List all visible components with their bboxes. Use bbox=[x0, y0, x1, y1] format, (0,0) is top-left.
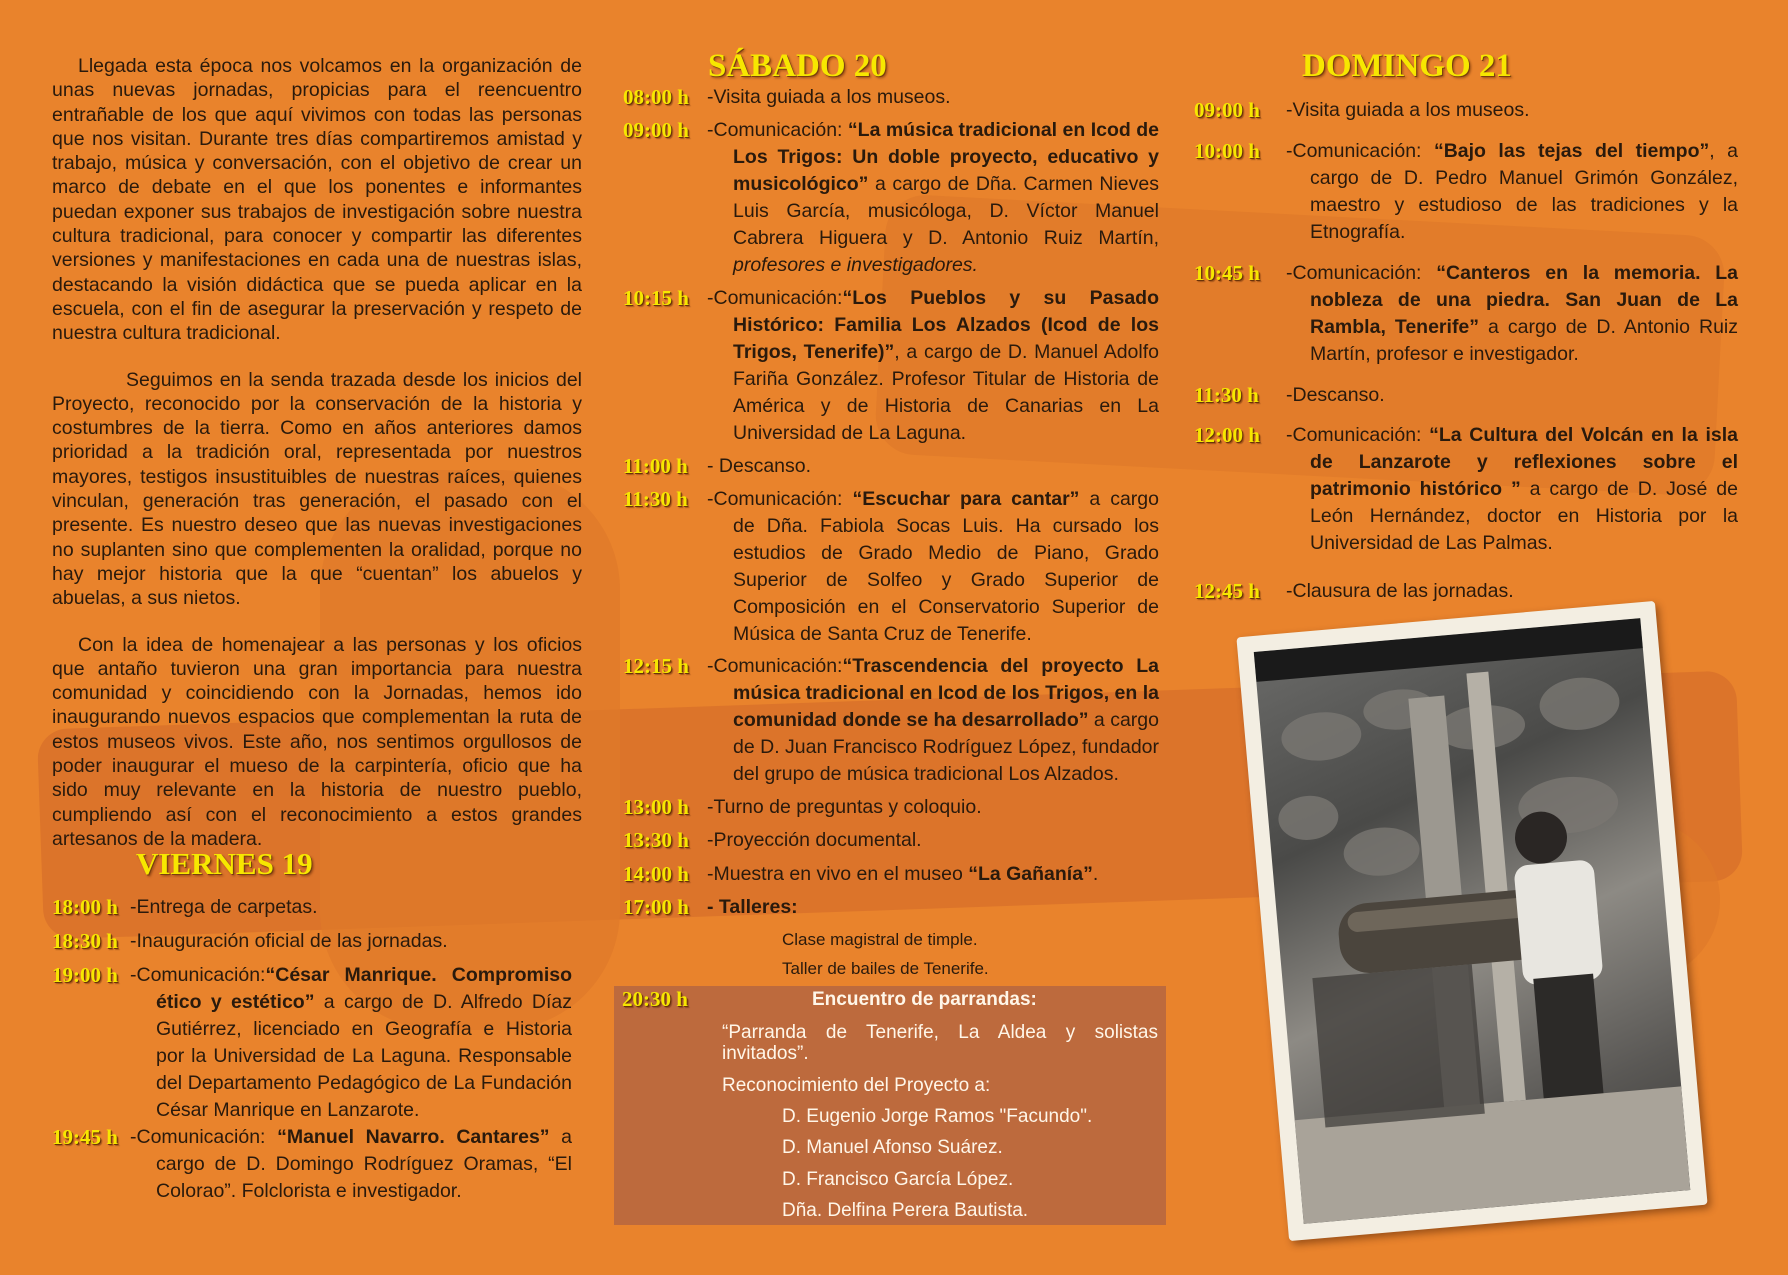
event-text-pre: -Muestra en vivo en el museo bbox=[707, 863, 969, 885]
event-text-post: a cargo de D. Alfredo Díaz Gutiérrez, licenciado en Geografía e Historia por la Universidad de La Laguna. Responsable del Departamento Pedagógico de La Fundación César Manrique en Lanzarote. bbox=[156, 991, 573, 1121]
event-text-bold: “La Cultura del Volcán en la isla de Lanzarote y reflexiones sobre el patrimonio histórico ” bbox=[1310, 424, 1738, 500]
time-label: 18:00 h bbox=[52, 895, 118, 919]
schedule-item bbox=[1194, 97, 1738, 124]
recognition-heading: Reconocimiento del Proyecto a: bbox=[722, 1075, 991, 1096]
event-description bbox=[1286, 382, 1738, 409]
event-description bbox=[707, 861, 1159, 888]
evening-heading: Encuentro de parrandas: bbox=[812, 989, 1037, 1010]
time-label: 19:00 h bbox=[52, 963, 118, 987]
event-text-ital: profesores e investigadores. bbox=[733, 254, 978, 276]
day-title-viernes: VIERNES 19 bbox=[136, 846, 313, 881]
event-description bbox=[707, 285, 1159, 447]
schedule-item bbox=[623, 653, 1159, 788]
day-title-sabado: SÁBADO 20 bbox=[708, 48, 887, 84]
event-text-post: , a cargo de D. Manuel Adolfo Fariña González. Profesor Titular de Historia de América y de Historia de Canarias en La Universidad de La Laguna. bbox=[733, 341, 1159, 444]
recognized-person: Dña. Delfina Perera Bautista. bbox=[782, 1200, 1029, 1221]
event-text-bold: “Manuel Navarro. Cantares” bbox=[277, 1126, 550, 1148]
event-text-pre: -Comunicación: bbox=[707, 488, 853, 510]
event-description bbox=[707, 827, 1159, 854]
schedule-item bbox=[623, 117, 1159, 279]
event-text-bold: “Trascendencia del proyecto La música tradicional en Icod de los Trigos, en la comunidad donde se ha desarrollado” bbox=[733, 655, 1159, 731]
event-text-pre: -Proyección documental. bbox=[707, 829, 922, 851]
event-description bbox=[707, 84, 1159, 111]
event-text-bold: “César Manrique. Compromiso ético y estético” bbox=[156, 964, 572, 1013]
event-text-pre: -Clausura de las jornadas. bbox=[1286, 580, 1514, 602]
time-label: 20:30 h bbox=[622, 987, 688, 1011]
event-text-pre: -Visita guiada a los museos. bbox=[1286, 99, 1530, 121]
day-title-domingo: DOMINGO 21 bbox=[1302, 48, 1512, 84]
event-text-pre: -Inauguración oficial de las jornadas. bbox=[130, 930, 448, 952]
event-description bbox=[707, 894, 1159, 921]
event-description bbox=[1286, 97, 1738, 124]
time-label: 12:15 h bbox=[623, 654, 689, 678]
event-description bbox=[707, 453, 1159, 480]
event-description bbox=[707, 486, 1159, 648]
viernes-section bbox=[52, 846, 572, 882]
taller-item: Clase magistral de timple. bbox=[782, 930, 978, 949]
recognized-person: D. Manuel Afonso Suárez. bbox=[782, 1137, 1003, 1158]
event-description bbox=[707, 794, 1159, 821]
schedule-item bbox=[623, 453, 1159, 480]
event-text-pre: -Comunicación: bbox=[707, 655, 843, 677]
recognized-person: D. Eugenio Jorge Ramos "Facundo". bbox=[782, 1106, 1093, 1127]
time-label: 19:45 h bbox=[52, 1125, 118, 1149]
time-label: 10:15 h bbox=[623, 286, 689, 310]
event-description bbox=[707, 653, 1159, 788]
schedule-item bbox=[52, 962, 572, 1124]
carpenter-photo bbox=[1254, 618, 1691, 1224]
schedule-item bbox=[623, 861, 1159, 888]
event-text-bold: “La Gañanía” bbox=[968, 863, 1093, 885]
schedule-item bbox=[623, 84, 1159, 111]
event-description bbox=[130, 894, 572, 921]
event-text-post: . bbox=[1092, 863, 1099, 885]
event-text-pre: -Comunicación: bbox=[1286, 262, 1437, 284]
time-label: 18:30 h bbox=[52, 929, 118, 953]
event-description bbox=[1286, 138, 1738, 246]
event-text-pre: - Descanso. bbox=[707, 455, 812, 477]
schedule-item bbox=[1194, 138, 1738, 246]
event-text-bold: “Bajo las tejas del tiempo” bbox=[1433, 140, 1710, 162]
sabado-section bbox=[708, 48, 887, 85]
parrandas-text: “Parranda de Tenerife, La Aldea y solistas invitados”. bbox=[722, 1022, 1158, 1064]
time-label: 10:00 h bbox=[1194, 139, 1260, 163]
event-text-post: a cargo de D. Juan Francisco Rodríguez López, fundador del grupo de música tradicional Los Alzados. bbox=[733, 709, 1160, 785]
intro-paragraph: Llegada esta época nos volcamos en la organización de unas nuevas jornadas, propicias para el reencuentro entrañable de los que aquí vivimos con todas las personas que nos visitan. Durante tres días compartiremos amistad y trabajo, música y conversación, con el objetivo de crear un marco de debate en el que los ponentes e informantes puedan exponer sus trabajos de investigación sobre nuestra cultura tradicional, para conocer y compartir las diferentes versiones y manifestaciones en cada una de nuestras islas, destacando la visión didáctica que se pueda aplicar en la escuela, con el fin de asegurar la preservación y respeto de nuestra cultura tradicional. bbox=[52, 55, 582, 345]
time-label: 09:00 h bbox=[1194, 98, 1260, 122]
schedule-item bbox=[623, 486, 1159, 648]
schedule-item bbox=[623, 285, 1159, 447]
domingo-section bbox=[1302, 48, 1512, 85]
event-description bbox=[130, 1124, 572, 1205]
event-text-pre: -Turno de preguntas y coloquio. bbox=[707, 796, 982, 818]
schedule-item bbox=[1194, 422, 1738, 557]
event-description bbox=[1286, 422, 1738, 557]
schedule-item bbox=[52, 894, 572, 921]
event-text-post: a cargo de D. José de León Hernández, doctor en Historia por la Universidad de Las Palmas. bbox=[1310, 478, 1738, 554]
photo-frame bbox=[1236, 601, 1707, 1241]
carpenter-photo-icon bbox=[1254, 618, 1691, 1224]
schedule-item bbox=[623, 827, 1159, 854]
event-text-post: , a cargo de D. Pedro Manuel Grimón González, maestro y estudioso de las tradiciones y la Etnografía. bbox=[1310, 140, 1739, 243]
time-label: 12:45 h bbox=[1194, 579, 1260, 603]
intro-paragraph: Con la idea de homenajear a las personas y los oficios que antaño tuvieron una gran importancia para nuestra comunidad y coincidiendo con la Jornadas, hemos ido inaugurando nuevos espacios que complementan la ruta de estos museos vivos. Este año, nos sentimos orgullosos de poder inaugurar el mueso de la carpintería, oficio que ha sido muy relevante en la historia de nuestro pueblo, cumpliendo así con el reconocimiento a estos grandes artesanos de la madera. bbox=[52, 633, 582, 850]
event-text-bold: “La música tradicional en Icod de Los Trigos: Un doble proyecto, educativo y musicológico” bbox=[733, 119, 1159, 195]
recognized-person: D. Francisco García López. bbox=[782, 1169, 1014, 1190]
event-description bbox=[1286, 260, 1738, 368]
event-text-post: a cargo de Dña. Carmen Nieves Luis García, musicóloga, D. Víctor Manuel Cabrera Higuera y D. Antonio Ruiz Martín, bbox=[733, 173, 1159, 249]
event-description bbox=[707, 117, 1159, 279]
event-text-bold: “Escuchar para cantar” bbox=[852, 488, 1080, 510]
schedule-item bbox=[623, 794, 1159, 821]
event-description bbox=[130, 928, 572, 955]
event-text-post: a cargo de D. Domingo Rodríguez Oramas, “El Colorao”. Folclorista e investigador. bbox=[156, 1126, 572, 1202]
schedule-item bbox=[52, 1124, 572, 1205]
time-label: 11:00 h bbox=[623, 454, 688, 478]
time-label: 12:00 h bbox=[1194, 423, 1260, 447]
event-text-bold: “Canteros en la memoria. La nobleza de una piedra. San Juan de La Rambla, Tenerife” bbox=[1310, 262, 1739, 338]
schedule-item bbox=[52, 928, 572, 955]
event-description bbox=[130, 962, 572, 1124]
event-text-pre: -Comunicación: bbox=[707, 287, 843, 309]
taller-item: Taller de bailes de Tenerife. bbox=[782, 959, 989, 978]
event-text-pre: -Visita guiada a los museos. bbox=[707, 86, 951, 108]
schedule-item bbox=[1194, 260, 1738, 368]
schedule-item bbox=[623, 894, 1159, 921]
time-label: 09:00 h bbox=[623, 118, 689, 142]
intro-section bbox=[52, 54, 582, 873]
time-label: 13:30 h bbox=[623, 828, 689, 852]
event-text-pre: -Comunicación: bbox=[130, 1126, 278, 1148]
schedule-item bbox=[1194, 578, 1738, 605]
event-text-pre: -Comunicación: bbox=[1286, 140, 1434, 162]
time-label: 10:45 h bbox=[1194, 261, 1260, 285]
event-text-post: a cargo de Dña. Fabiola Socas Luis. Ha cursado los estudios de Grado Medio de Piano, Grado Superior de Solfeo y Grado Superior de Composición en el Conservatorio Superior de Música de Santa Cruz de Tenerife. bbox=[733, 488, 1159, 645]
time-label: 11:30 h bbox=[623, 487, 688, 511]
event-text-pre: -Descanso. bbox=[1286, 384, 1385, 406]
event-text-bold: - Talleres: bbox=[707, 896, 798, 918]
intro-paragraph: Seguimos en la senda trazada desde los inicios del Proyecto, reconocido por la conservación de la historia y costumbres de la tierra. Como en años anteriores damos prioridad a la tradición oral, representada por nuestros mayores, testigos insustituibles de nuestras raíces, quienes vinculan, generación tras generación, el pasado con el presente. Es nuestro deseo que las nuevas investigaciones no suplanten sino que complementen la oralidad, porque no hay mejor historia que la que “cuentan” los abuelos y abuelas, a sus nietos. bbox=[52, 368, 582, 610]
time-label: 08:00 h bbox=[623, 85, 689, 109]
time-label: 11:30 h bbox=[1194, 383, 1259, 407]
event-text-pre: -Entrega de carpetas. bbox=[130, 896, 318, 918]
event-text-pre: -Comunicación: bbox=[1286, 424, 1430, 446]
schedule-item bbox=[1194, 382, 1738, 409]
event-text-bold: “Los Pueblos y su Pasado Histórico: Familia Los Alzados (Icod de los Trigos, Tenerife)” bbox=[733, 287, 1159, 363]
event-description bbox=[1286, 578, 1738, 605]
time-label: 17:00 h bbox=[623, 895, 689, 919]
event-text-post: a cargo de D. Antonio Ruiz Martín, profesor e investigador. bbox=[1310, 316, 1739, 365]
time-label: 14:00 h bbox=[623, 862, 689, 886]
event-text-pre: -Comunicación: bbox=[707, 119, 848, 141]
event-text-pre: -Comunicación: bbox=[130, 964, 266, 986]
time-label: 13:00 h bbox=[623, 795, 689, 819]
